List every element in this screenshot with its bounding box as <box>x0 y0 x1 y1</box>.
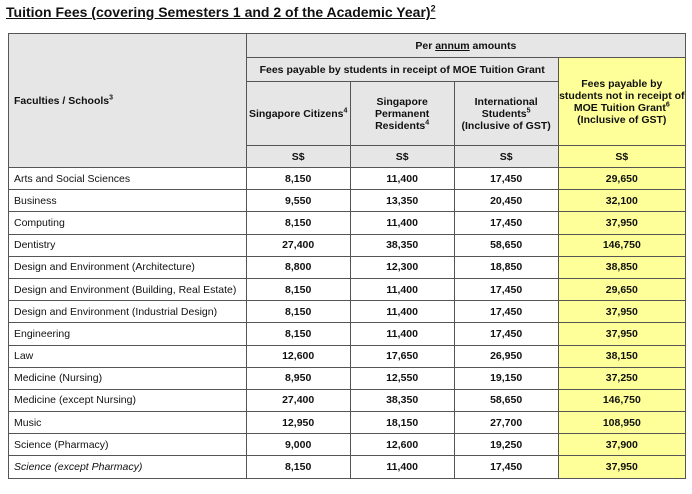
table-row <box>9 456 686 478</box>
non-grant-fee-cell: 37,950 <box>558 301 685 323</box>
table-row <box>9 412 686 434</box>
singapore-citizens-header: Singapore Citizens$^4$ <box>246 82 350 146</box>
faculty-name-cell: Engineering <box>9 323 247 345</box>
table-row <box>9 212 686 234</box>
non-grant-fee-cell: 37,950 <box>558 212 685 234</box>
international-student-fee-cell: 17,450 <box>454 323 558 345</box>
non-grant-fee-cell: 32,100 <box>558 190 685 212</box>
faculty-name-cell: Arts and Social Sciences <box>9 168 247 190</box>
permanent-resident-fee-cell: 38,350 <box>350 234 454 256</box>
non-grant-fee-cell: 37,950 <box>558 323 685 345</box>
international-student-fee-cell: 17,450 <box>454 212 558 234</box>
international-student-fee-cell: 58,650 <box>454 234 558 256</box>
international-student-fee-cell: 17,450 <box>454 456 558 478</box>
non-grant-fee-cell: 37,250 <box>558 367 685 389</box>
singapore-citizen-fee-cell: 9,000 <box>246 434 350 456</box>
faculty-name-cell: Business <box>9 190 247 212</box>
permanent-resident-fee-cell: 11,400 <box>350 456 454 478</box>
faculty-name-cell: Computing <box>9 212 247 234</box>
international-student-fee-cell: 27,700 <box>454 412 558 434</box>
international-student-fee-cell: 58,650 <box>454 389 558 411</box>
faculty-name-cell: Dentistry <box>9 234 247 256</box>
non-grant-header: Fees payable by students not in receipt of MOE Tuition Grant$^6$ (Inclusive of GST) <box>558 58 685 146</box>
moe-grant-header: Fees payable by students in receipt of MOE Tuition Grant <box>246 58 558 82</box>
table-row <box>9 256 686 278</box>
non-grant-fee-cell: 146,750 <box>558 234 685 256</box>
table-row <box>9 367 686 389</box>
table-row <box>9 301 686 323</box>
faculty-name-cell: Music <box>9 412 247 434</box>
permanent-resident-fee-cell: 11,400 <box>350 323 454 345</box>
faculty-name-cell: Medicine (Nursing) <box>9 367 247 389</box>
singapore-citizen-fee-cell: 8,950 <box>246 367 350 389</box>
permanent-resident-fee-cell: 12,550 <box>350 367 454 389</box>
table-row <box>9 234 686 256</box>
non-grant-fee-cell: 29,650 <box>558 168 685 190</box>
singapore-citizen-fee-cell: 27,400 <box>246 234 350 256</box>
faculty-name-cell: Medicine (except Nursing) <box>9 389 247 411</box>
singapore-citizen-fee-cell: 8,150 <box>246 301 350 323</box>
singapore-citizen-fee-cell: 8,150 <box>246 168 350 190</box>
table-row <box>9 168 686 190</box>
faculty-name-cell: Design and Environment (Industrial Design) <box>9 301 247 323</box>
currency-header: S$ <box>454 146 558 168</box>
per-annum-header: Per annum amounts <box>246 34 685 58</box>
table-row <box>9 323 686 345</box>
faculties-header: Faculties / Schools$^3$ <box>9 34 247 168</box>
table-row <box>9 345 686 367</box>
permanent-resident-fee-cell: 17,650 <box>350 345 454 367</box>
title-footnote-ref: 2 <box>430 3 436 14</box>
permanent-resident-fee-cell: 11,400 <box>350 168 454 190</box>
permanent-resident-fee-cell: 11,400 <box>350 301 454 323</box>
currency-header: S$ <box>558 146 685 168</box>
permanent-resident-fee-cell: 11,400 <box>350 212 454 234</box>
international-student-fee-cell: 17,450 <box>454 168 558 190</box>
permanent-resident-fee-cell: 12,300 <box>350 256 454 278</box>
international-student-fee-cell: 17,450 <box>454 278 558 300</box>
international-student-fee-cell: 20,450 <box>454 190 558 212</box>
singapore-citizen-fee-cell: 12,950 <box>246 412 350 434</box>
table-row <box>9 389 686 411</box>
international-student-fee-cell: 17,450 <box>454 301 558 323</box>
permanent-resident-fee-cell: 12,600 <box>350 434 454 456</box>
table-row <box>9 278 686 300</box>
international-student-fee-cell: 26,950 <box>454 345 558 367</box>
international-student-fee-cell: 19,150 <box>454 367 558 389</box>
singapore-citizen-fee-cell: 8,800 <box>246 256 350 278</box>
permanent-resident-fee-cell: 13,350 <box>350 190 454 212</box>
non-grant-fee-cell: 108,950 <box>558 412 685 434</box>
non-grant-fee-cell: 146,750 <box>558 389 685 411</box>
faculty-name-cell: Science (Pharmacy) <box>9 434 247 456</box>
singapore-citizen-fee-cell: 12,600 <box>246 345 350 367</box>
non-grant-fee-cell: 29,650 <box>558 278 685 300</box>
table-row <box>9 190 686 212</box>
permanent-resident-fee-cell: 11,400 <box>350 278 454 300</box>
singapore-citizen-fee-cell: 8,150 <box>246 456 350 478</box>
faculty-name-cell: Design and Environment (Building, Real Estate) <box>9 278 247 300</box>
faculty-name-cell: Design and Environment (Architecture) <box>9 256 247 278</box>
currency-header: S$ <box>246 146 350 168</box>
permanent-resident-fee-cell: 38,350 <box>350 389 454 411</box>
international-student-fee-cell: 18,850 <box>454 256 558 278</box>
non-grant-fee-cell: 37,950 <box>558 456 685 478</box>
non-grant-fee-cell: 38,150 <box>558 345 685 367</box>
singapore-citizen-fee-cell: 8,150 <box>246 278 350 300</box>
tuition-fees-table <box>8 33 686 479</box>
non-grant-fee-cell: 37,900 <box>558 434 685 456</box>
singapore-citizen-fee-cell: 9,550 <box>246 190 350 212</box>
faculty-name-cell: Science (except Pharmacy) <box>9 456 247 478</box>
international-student-fee-cell: 19,250 <box>454 434 558 456</box>
singapore-citizen-fee-cell: 8,150 <box>246 212 350 234</box>
singapore-citizen-fee-cell: 8,150 <box>246 323 350 345</box>
singapore-citizen-fee-cell: 27,400 <box>246 389 350 411</box>
international-students-header: International Students$^5$ (Inclusive of GST) <box>454 82 558 146</box>
permanent-resident-fee-cell: 18,150 <box>350 412 454 434</box>
non-grant-fee-cell: 38,850 <box>558 256 685 278</box>
currency-header: S$ <box>350 146 454 168</box>
page-title: Tuition Fees (covering Semesters 1 and 2 of the Academic Year)$^2$ <box>6 3 436 20</box>
table-row <box>9 434 686 456</box>
permanent-residents-header: Singapore Permanent Residents$^4$ <box>350 82 454 146</box>
faculty-name-cell: Law <box>9 345 247 367</box>
